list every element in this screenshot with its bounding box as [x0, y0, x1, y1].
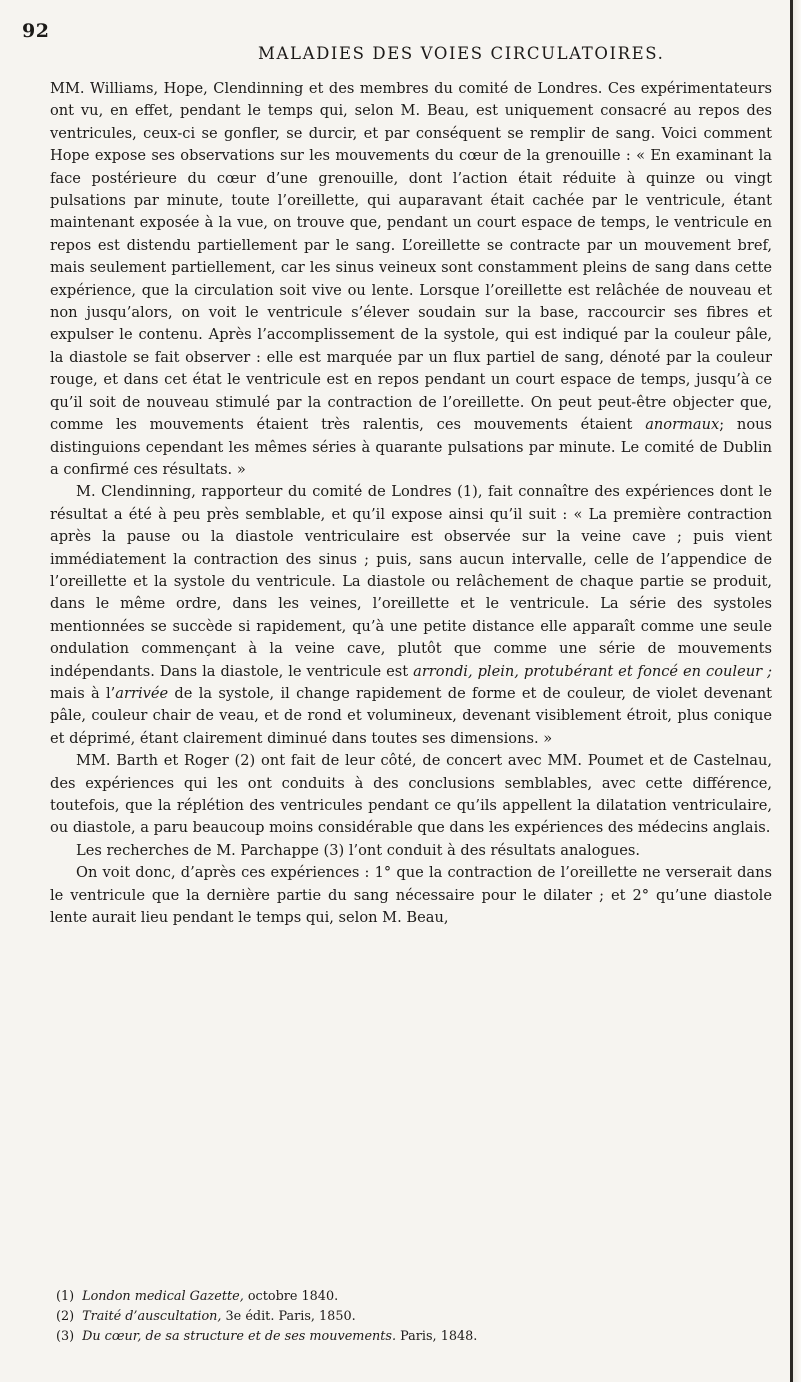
- footnote-title: Du cœur, de sa structure et de ses mouvements.: [82, 1329, 397, 1344]
- footnote-details: Paris, 1848.: [396, 1329, 478, 1344]
- paragraph: [50, 78, 772, 481]
- text-run: Les recherches de M. Parchappe (3) l’ont conduit à des résultats analogues.: [76, 841, 641, 859]
- text-run: On voit donc, d’après ces expériences : 1° que la contraction de l’oreillette ne verserait dans le ventricule que la dernière partie du sang nécessaire pour le dilater ; et 2° qu’une diastole lente aurait lieu pendant le temps qui, selon M. Beau,: [50, 864, 772, 927]
- text-run: MM. Barth et Roger (2) ont fait de leur côté, de concert avec MM. Poumet et de Castelnau, des expériences qui les ont conduits à des conclusions semblables, avec cette différence, toutefois, que la réplétion des ventricules pendant ce qu’ils appellent la dilatation ventriculaire, ou diastole, a paru beaucoup moins considérable que dans les expériences des médecins anglais.: [50, 752, 772, 837]
- page-number: 92: [22, 20, 50, 42]
- paragraph: [50, 862, 772, 929]
- footnote-details: octobre 1840.: [243, 1289, 339, 1304]
- text-run: ; nous distinguions cependant les mêmes séries à quarante pulsations par minute. Le comité de Dublin a confirmé ces résultats. »: [50, 416, 772, 478]
- italic-text-run: arrivée: [115, 684, 169, 702]
- footnote: [56, 1287, 756, 1307]
- text-run: de la systole, il change rapidement de forme et de couleur, de violet devenant pâle, couleur chair de veau, et de rond et volumineux, devenant visiblement étroit, plus conique et déprimé, étant clairement diminué dans toutes ses dimensions. »: [50, 684, 772, 747]
- body-text: [50, 78, 772, 929]
- italic-text-run: anormaux: [645, 416, 720, 434]
- text-run: mais à l’: [50, 684, 116, 702]
- footnote: [56, 1307, 756, 1327]
- footnote-mark: (1): [56, 1289, 75, 1304]
- page-edge-line: [790, 0, 793, 1382]
- italic-text-run: arrondi, plein, protubérant et foncé en couleur ;: [413, 662, 772, 680]
- text-run: MM. Williams, Hope, Clendinning et des membres du comité de Londres. Ces expérimentateurs ont vu, en effet, pendant le temps qui, selon M. Beau, est uniquement consacré au repos des ventricules, ceux-ci se gonfler, se durcir, et par conséquent se remplir de sang. Voici comment Hope expose ses observations sur les mouvements du cœur de la grenouille : « En examinant la face postérieure du cœur d’une grenouille, dont l’action était réduite à quinze ou vingt pulsations par minute, toute l’oreillette, qui auparavant était cachée par le ventricule, étant maintenant exposée à la vue, on trouve que, pendant un court espace de temps, le ventricule en repos est distendu partiellement par le sang. L’oreillette se contracte par un mouvement bref, mais seulement partiellement, car les sinus veineux sont constamment pleins de sang dans cette expérience, que la circulation soit vive ou lente. Lorsque l’oreillette est relâchée de nouveau et non jusqu’alors, on voit le ventricule s’élever soudain sur la base, raccourcir ses fibres et expulser le contenu. Après l’accomplissement de la systole, qui est indiqué par la couleur pâle, la diastole se fait observer : elle est marquée par un flux partiel de sang, dénoté par la couleur rouge, et dans cet état le ventricule est en repos pendant un court espace de temps, jusqu’à ce qu’il soit de nouveau stimulé par la contraction de l’oreillette. On peut peut-être objecter que, comme les mouvements étaient très ralentis, ces mouvements étaient: [50, 80, 772, 434]
- paragraph: [50, 481, 772, 750]
- footnote-mark: (3): [56, 1329, 75, 1344]
- text-run: M. Clendinning, rapporteur du comité de Londres (1), fait connaître des expériences dont le résultat a été à peu près semblable, et qu’il expose ainsi qu’il suit : « La première contraction après la pause ou la diastole ventriculaire est observée sur la veine cave ; puis vient immédiatement la contraction des sinus ; puis, sans aucun intervalle, celle de l’appendice de l’oreillette et la systole du ventricule. La diastole ou relâchement de chaque partie se produit, dans le même ordre, dans les veines, l’oreillette et le ventricule. La série des systoles mentionnées se succède si rapidement, qu’à une petite distance elle apparaît comme une seule ondulation commençant à la veine cave, plutôt que comme une série de mouvements indépendants. Dans la diastole, le ventricule est: [50, 483, 772, 680]
- paragraph: [50, 840, 772, 862]
- footnote-title: London medical Gazette,: [82, 1289, 244, 1304]
- footnote-title: Traité d’auscultation,: [82, 1309, 222, 1324]
- footnote-mark: (2): [56, 1309, 75, 1324]
- paragraph: [50, 750, 772, 840]
- running-title: MALADIES DES VOIES CIRCULATOIRES.: [258, 44, 665, 63]
- footnote-details: 3e édit. Paris, 1850.: [221, 1309, 356, 1324]
- footnotes: [56, 1287, 756, 1347]
- footnote: [56, 1327, 756, 1347]
